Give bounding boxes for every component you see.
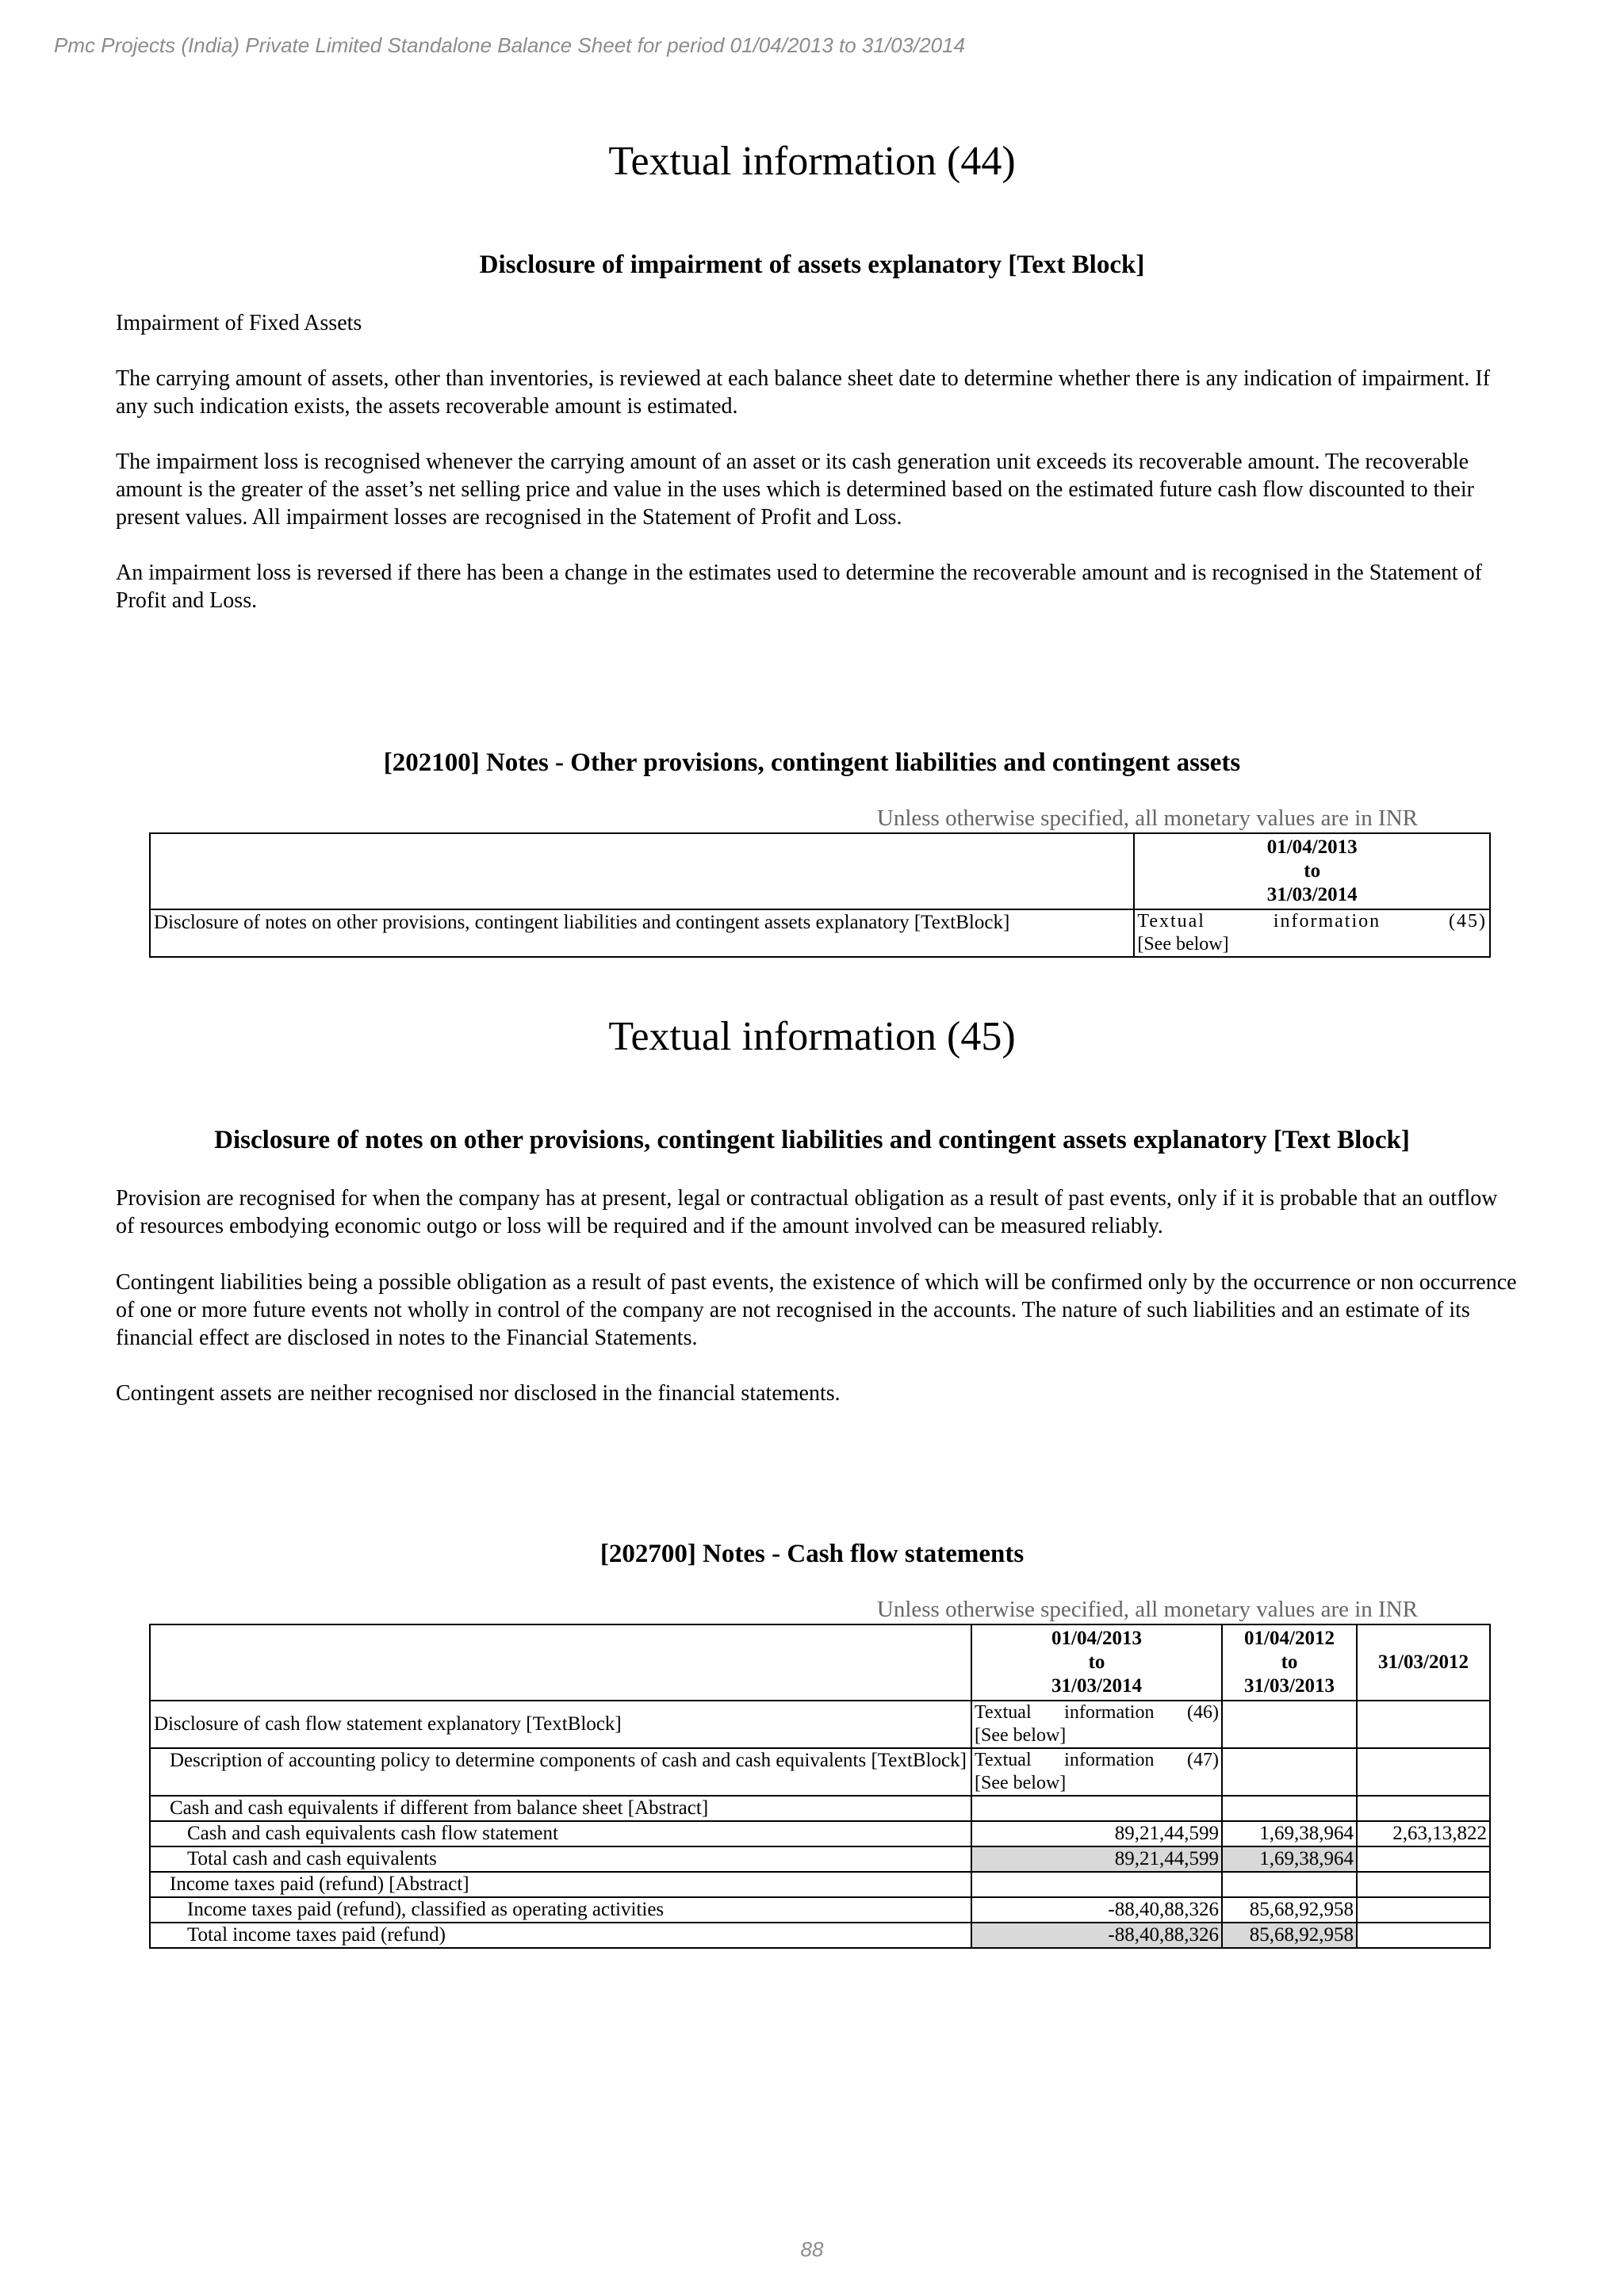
- value-cell: 85,68,92,958: [1222, 1897, 1357, 1923]
- row-label: Disclosure of notes on other provisions, contingent liabilities and contingent assets explanatory [TextBlock]: [150, 909, 1134, 957]
- table-header-row: [150, 1624, 1490, 1701]
- see-below-link[interactable]: [See below]: [1137, 934, 1229, 955]
- reference-number: (47): [1187, 1750, 1219, 1770]
- impairment-paragraph-1: The carrying amount of assets, other than inventories, is reviewed at each balance sheet date to determine whether there is any indication of impairment. If any such indication exists, the assets recoverable amount is estimated.: [116, 366, 1491, 419]
- value-cell: 1,69,38,964: [1222, 1821, 1357, 1846]
- textual-word: Textual: [1137, 911, 1205, 932]
- empty-cell: [1357, 1872, 1490, 1897]
- row-label: Total cash and cash equivalents: [150, 1846, 971, 1872]
- see-below-link[interactable]: [See below]: [975, 1725, 1067, 1746]
- running-header: Pmc Projects (India) Private Limited Standalone Balance Sheet for period 01/04/2013 to 31/03/2014: [54, 33, 966, 57]
- total-value-cell: 1,69,38,964: [1222, 1846, 1357, 1872]
- cash-flow-table: [149, 1624, 1491, 1949]
- col1-end: 31/03/2014: [1051, 1675, 1142, 1697]
- table-row: [150, 1796, 1490, 1821]
- table-row: [150, 1701, 1490, 1748]
- value-cell: 89,21,44,599: [971, 1821, 1222, 1846]
- row-label: Income taxes paid (refund), classified as operating activities: [150, 1897, 971, 1923]
- information-word: information: [1273, 911, 1381, 932]
- table-row: [150, 1923, 1490, 1948]
- col2-start: 01/04/2012: [1244, 1628, 1335, 1649]
- total-value-cell: 89,21,44,599: [971, 1846, 1222, 1872]
- row-value: [1134, 909, 1490, 957]
- label-header-cell: [150, 833, 1134, 909]
- empty-cell: [1222, 1701, 1357, 1748]
- empty-cell: [1357, 1748, 1490, 1796]
- col1-to: to: [1088, 1651, 1105, 1673]
- label-header-cell: [150, 1624, 971, 1701]
- notes-202100-title: [202100] Notes - Other provisions, contingent liabilities and contingent assets: [383, 748, 1241, 777]
- col1-start: 01/04/2013: [1051, 1628, 1142, 1649]
- provisions-paragraph-1: Provision are recognised for when the company has at present, legal or contractual obligation as a result of past events, only if it is probable that an outflow of resources embodying economic outgo or loss will be required and if the amount involved can be measured reliably.: [116, 1186, 1498, 1238]
- notes-202100-caption: Unless otherwise specified, all monetary values are in INR: [876, 806, 1418, 831]
- col2-end: 31/03/2013: [1244, 1675, 1335, 1697]
- reference-number: (45): [1449, 911, 1487, 932]
- textual-information-44-title: Textual information (44): [608, 139, 1016, 184]
- table-row: [150, 1821, 1490, 1846]
- row-value: [971, 1701, 1222, 1748]
- row-label: Cash and cash equivalents cash flow statement: [150, 1821, 971, 1846]
- textual-information-45-title: Textual information (45): [608, 1014, 1016, 1059]
- empty-cell: [1357, 1923, 1490, 1948]
- table-row: [150, 1872, 1490, 1897]
- empty-cell: [1222, 1748, 1357, 1796]
- table-row: [150, 1748, 1490, 1796]
- value-cell: 2,63,13,822: [1357, 1821, 1490, 1846]
- empty-cell: [1357, 1846, 1490, 1872]
- col3-header-cell: 31/03/2012: [1357, 1624, 1490, 1701]
- impairment-heading: Impairment of Fixed Assets: [116, 311, 362, 335]
- empty-cell: [1222, 1796, 1357, 1821]
- row-label: Income taxes paid (refund) [Abstract]: [150, 1872, 971, 1897]
- row-value: [971, 1748, 1222, 1796]
- see-below-link[interactable]: [See below]: [975, 1773, 1067, 1793]
- provisions-paragraph-3: Contingent assets are neither recognised nor disclosed in the financial statements.: [116, 1381, 841, 1406]
- notes-202700-caption: Unless otherwise specified, all monetary values are in INR: [876, 1597, 1418, 1622]
- empty-cell: [1357, 1796, 1490, 1821]
- information-word: information: [1064, 1702, 1155, 1723]
- table-row: [150, 909, 1490, 957]
- row-label: Total income taxes paid (refund): [150, 1923, 971, 1948]
- table-row: [150, 1846, 1490, 1872]
- col1-header-cell: [971, 1624, 1222, 1701]
- col2-to: to: [1281, 1651, 1298, 1673]
- period-end: 31/03/2014: [1266, 884, 1358, 905]
- provisions-paragraph-2: Contingent liabilities being a possible obligation as a result of past events, the existence of which will be confirmed only by the occurrence or non occurrence of one or more future events not wholly in control of the company are not recognised in the accounts. The nature of such liabilities and an estimate of its financial effect are disclosed in notes to the Financial Statements.: [116, 1270, 1517, 1350]
- textual-word: Textual: [975, 1702, 1032, 1723]
- row-label: Cash and cash equivalents if different from balance sheet [Abstract]: [150, 1796, 971, 1821]
- provisions-subtitle: Disclosure of notes on other provisions, contingent liabilities and contingent assets explanatory [Text Block]: [214, 1126, 1410, 1154]
- col2-header-cell: [1222, 1624, 1357, 1701]
- notes-202700-title: [202700] Notes - Cash flow statements: [599, 1540, 1025, 1568]
- period-header-cell: [1134, 833, 1490, 909]
- period-to: to: [1304, 860, 1321, 882]
- period-start: 01/04/2013: [1266, 836, 1358, 858]
- row-label: Description of accounting policy to determine components of cash and cash equivalents [TextBlock]: [150, 1748, 971, 1796]
- table-header-row: [150, 833, 1490, 909]
- empty-cell: [971, 1796, 1222, 1821]
- impairment-subtitle: Disclosure of impairment of assets explanatory [Text Block]: [479, 251, 1145, 279]
- information-word: information: [1064, 1750, 1155, 1770]
- table-row: [150, 1897, 1490, 1923]
- total-value-cell: -88,40,88,326: [971, 1923, 1222, 1948]
- total-value-cell: 85,68,92,958: [1222, 1923, 1357, 1948]
- row-label: Disclosure of cash flow statement explanatory [TextBlock]: [150, 1701, 971, 1748]
- impairment-paragraph-3: An impairment loss is reversed if there has been a change in the estimates used to determine the recoverable amount and is recognised in the Statement of Profit and Loss.: [116, 561, 1482, 613]
- reference-number: (46): [1187, 1702, 1219, 1723]
- textual-word: Textual: [975, 1750, 1032, 1770]
- empty-cell: [1357, 1701, 1490, 1748]
- value-cell: -88,40,88,326: [971, 1897, 1222, 1923]
- empty-cell: [1222, 1872, 1357, 1897]
- page-number: 88: [800, 2237, 824, 2261]
- empty-cell: [971, 1872, 1222, 1897]
- empty-cell: [1357, 1897, 1490, 1923]
- notes-202100-table: [149, 832, 1491, 958]
- impairment-paragraph-2: The impairment loss is recognised whenever the carrying amount of an asset or its cash generation unit exceeds its recoverable amount. The recoverable amount is the greater of the asset’s net selling price and value in the uses which is determined based on the estimated future cash flow discounted to their present values. All impairment losses are recognised in the Statement of Profit and Loss.: [116, 450, 1474, 530]
